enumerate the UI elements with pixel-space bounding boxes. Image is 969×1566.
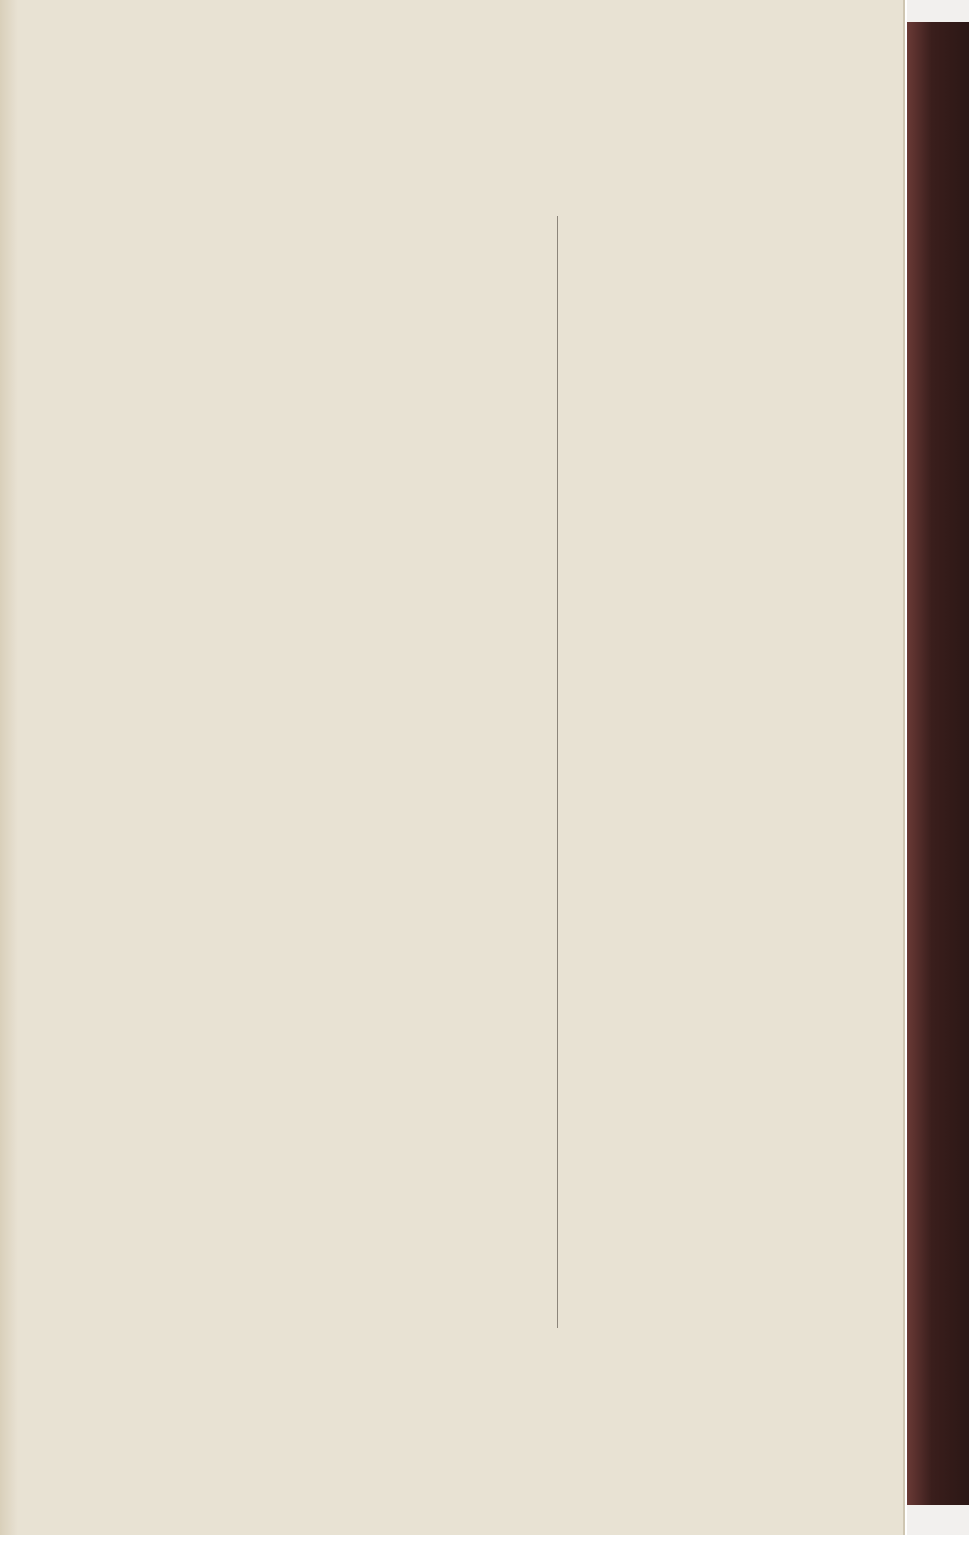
scan-margin-bottom [907,1505,969,1535]
column-divider [557,216,558,1328]
page-spine [0,0,18,1535]
book-edge [907,0,969,1535]
scan-margin-top [907,0,969,22]
